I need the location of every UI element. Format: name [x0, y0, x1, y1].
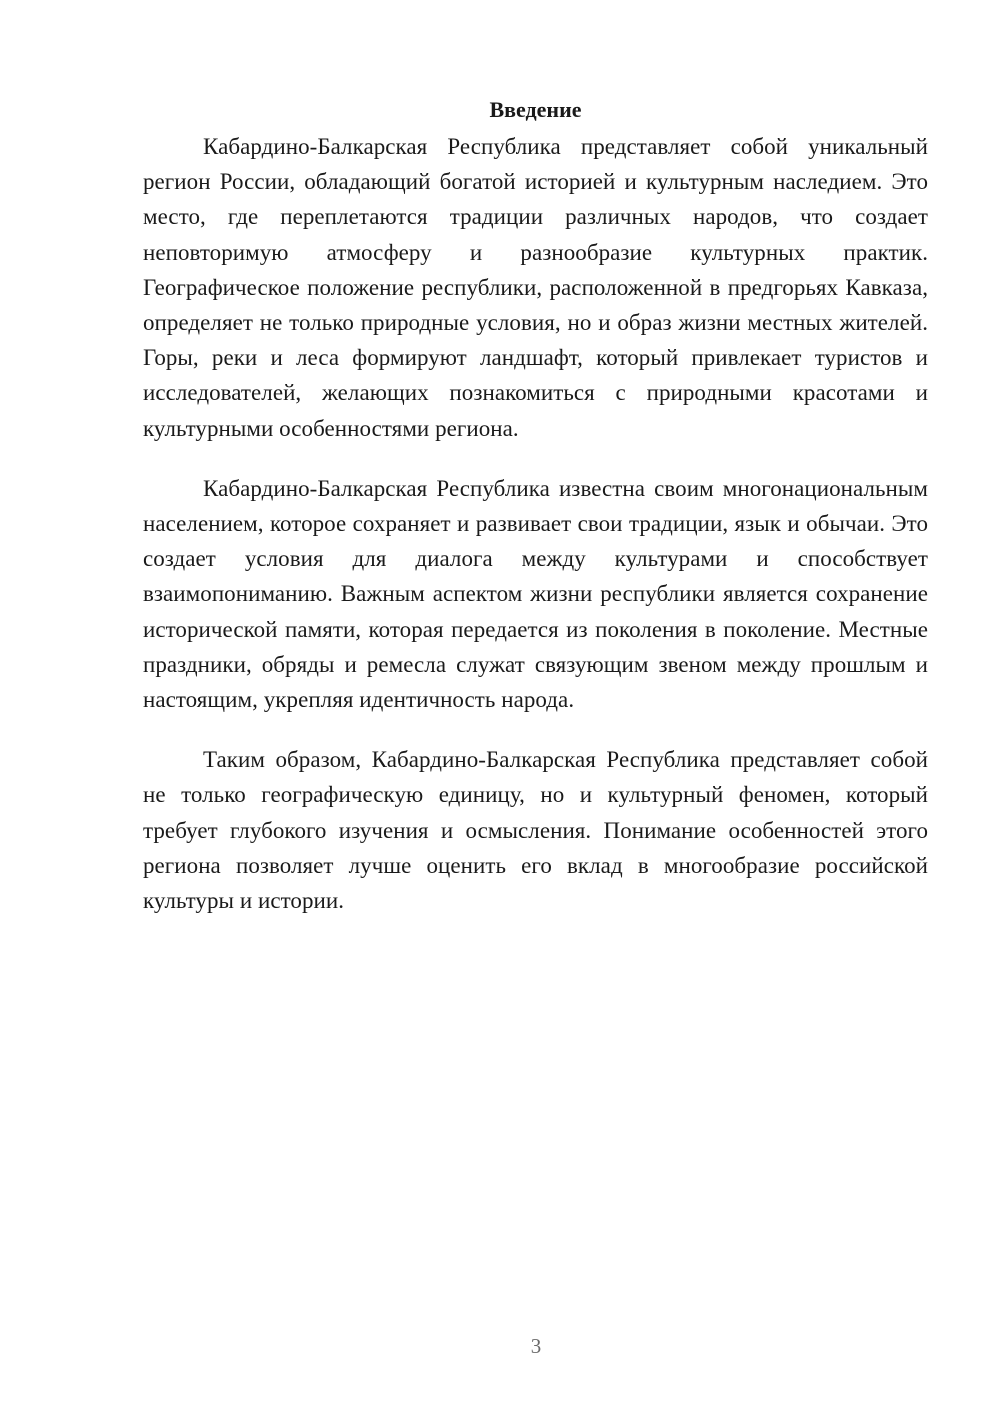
paragraph-3: Таким образом, Кабардино-Балкарская Республика представляет собой не только географическую единицу, но и культурный феномен, который требует глубокого изучения и осмысления. Понимание особенностей этого региона позволяет лучше оценить его вклад в многообразие российской культуры и истории.	[143, 747, 928, 914]
paragraph-1: Кабардино-Балкарская Республика представляет собой уникальный регион России, обладающий богатой историей и культурным наследием. Это место, где переплетаются традиции различных народов, что создает неповторимую атмосферу и разнообразие культурных практик. Географическое положение республики, расположенной в предгорьях Кавказа, определяет не только природные условия, но и образ жизни местных жителей. Горы, реки и леса формируют ландшафт, который привлекает туристов и исследователей, желающих познакомиться с природными красотами и культурными особенностями региона.	[143, 134, 928, 441]
paragraph-2: Кабардино-Балкарская Республика известна своим многонациональным населением, которое сохраняет и развивает свои традиции, язык и обычаи. Это создает условия для диалога между культурами и способствует взаимопониманию. Важным аспектом жизни республики является сохранение исторической памяти, которая передается из поколения в поколение. Местные праздники, обряды и ремесла служат связующим звеном между прошлым и настоящим, укрепляя идентичность народа.	[143, 475, 928, 713]
page-content	[143, 92, 928, 943]
section-title: Введение	[489, 97, 582, 122]
page-number: 3	[530, 1334, 542, 1358]
